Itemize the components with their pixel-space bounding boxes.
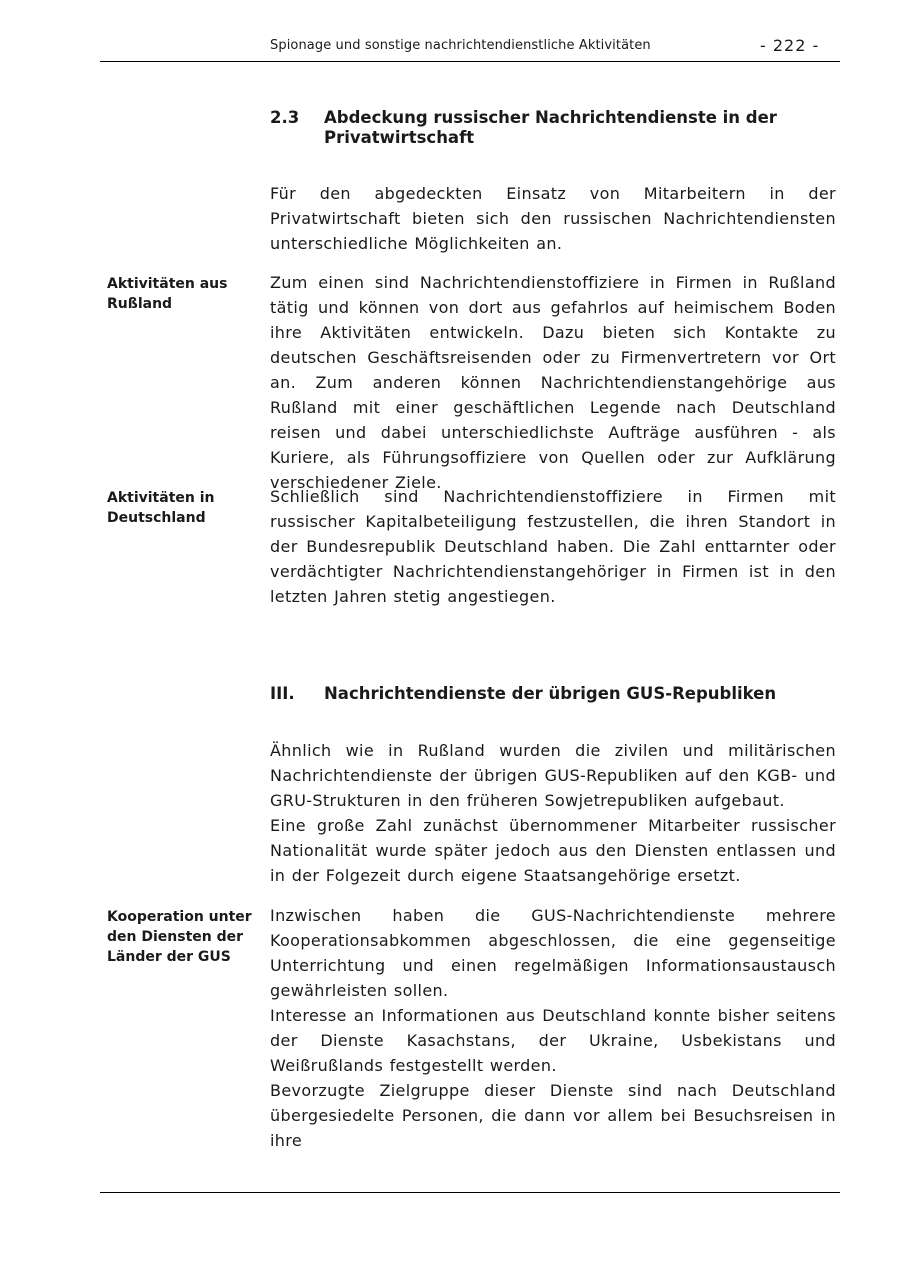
section-title: Nachrichtendienste der übrigen GUS-Republiken — [324, 684, 777, 703]
paragraph-deutschland — [270, 484, 836, 609]
paragraph-aufbau-text-2: Eine große Zahl zunächst übernommener Mitarbeiter russischer Nationalität wurde später jedoch aus den Diensten entlassen und in der Folgezeit durch eigene Staatsangehörige ersetzt. — [270, 816, 836, 885]
section-heading-iii — [270, 684, 836, 704]
header-rule — [100, 61, 840, 62]
margin-note-deutschland: Aktivitäten in Deutschland — [107, 490, 215, 526]
paragraph-russland — [270, 270, 836, 495]
paragraph-kooperation-text-3: Bevorzugte Zielgruppe dieser Dienste sind nach Deutschland übergesiedelte Personen, die dann vor allem bei Besuchsreisen in ihre — [270, 1081, 836, 1150]
paragraph-deutschland-text: Schließlich sind Nachrichtendienstoffiziere in Firmen mit russischer Kapitalbeteiligung festzustellen, die ihren Standort in der Bundesrepublik Deutschland haben. Die Zahl enttarnter oder verdächtigter Nachrichtendienstangehöriger in Firmen ist in den letzten Jahren stetig angestiegen. — [270, 487, 836, 606]
paragraph-kooperation-text-1: Inzwischen haben die GUS-Nachrichtendienste mehrere Kooperationsabkommen abgeschlossen, die eine gegenseitige Unterrichtung und einen regelmäßigen Informationsaustausch gewährleisten sollen. — [270, 906, 836, 1000]
intro-text: Für den abgedeckten Einsatz von Mitarbeitern in der Privatwirtschaft bieten sich den russischen Nachrichtendiensten unterschiedliche Möglichkeiten an. — [270, 184, 836, 253]
intro-paragraph — [270, 181, 836, 256]
paragraph-russland-text: Zum einen sind Nachrichtendienstoffiziere in Firmen in Rußland tätig und können von dort aus gefahrlos auf heimischem Boden ihre Aktivitäten entwickeln. Dazu bieten sich Kontakte zu deutschen Geschäftsreisenden oder zu Firmenvertretern vor Ort an. Zum anderen können Nachrichtendienstangehörige aus Rußland mit einer geschäftlichen Legende nach Deutschland reisen und dabei unterschiedlichste Aufträge ausführen - als Kuriere, als Führungsoffiziere von Quellen oder zur Aufklärung verschiedener Ziele. — [270, 273, 836, 492]
section-number: 2.3 — [270, 108, 300, 127]
page-number: - 222 - — [760, 36, 820, 55]
paragraph-aufbau-text-1: Ähnlich wie in Rußland wurden die zivilen und militärischen Nachrichtendienste der übrigen GUS-Republiken auf den KGB- und GRU-Strukturen in den früheren Sowjetrepubliken aufgebaut. — [270, 741, 836, 810]
section-title: Abdeckung russischer Nachrichtendienste in der Privatwirtschaft — [324, 108, 777, 147]
paragraph-aufbau — [270, 738, 836, 888]
footer-rule — [100, 1192, 840, 1193]
section-heading-2-3 — [270, 108, 836, 148]
margin-note-russland: Aktivitäten aus Rußland — [107, 276, 228, 312]
running-head-title: Spionage und sonstige nachrichtendienstliche Aktivitäten — [270, 38, 651, 53]
margin-note-kooperation: Kooperation unter den Diensten der Länder der GUS — [107, 909, 252, 965]
section-number: III. — [270, 684, 295, 703]
paragraph-kooperation-text-2: Interesse an Informationen aus Deutschland konnte bisher seitens der Dienste Kasachstans, der Ukraine, Usbekistans und Weißrußlands festgestellt werden. — [270, 1006, 836, 1075]
paragraph-kooperation — [270, 903, 836, 1153]
